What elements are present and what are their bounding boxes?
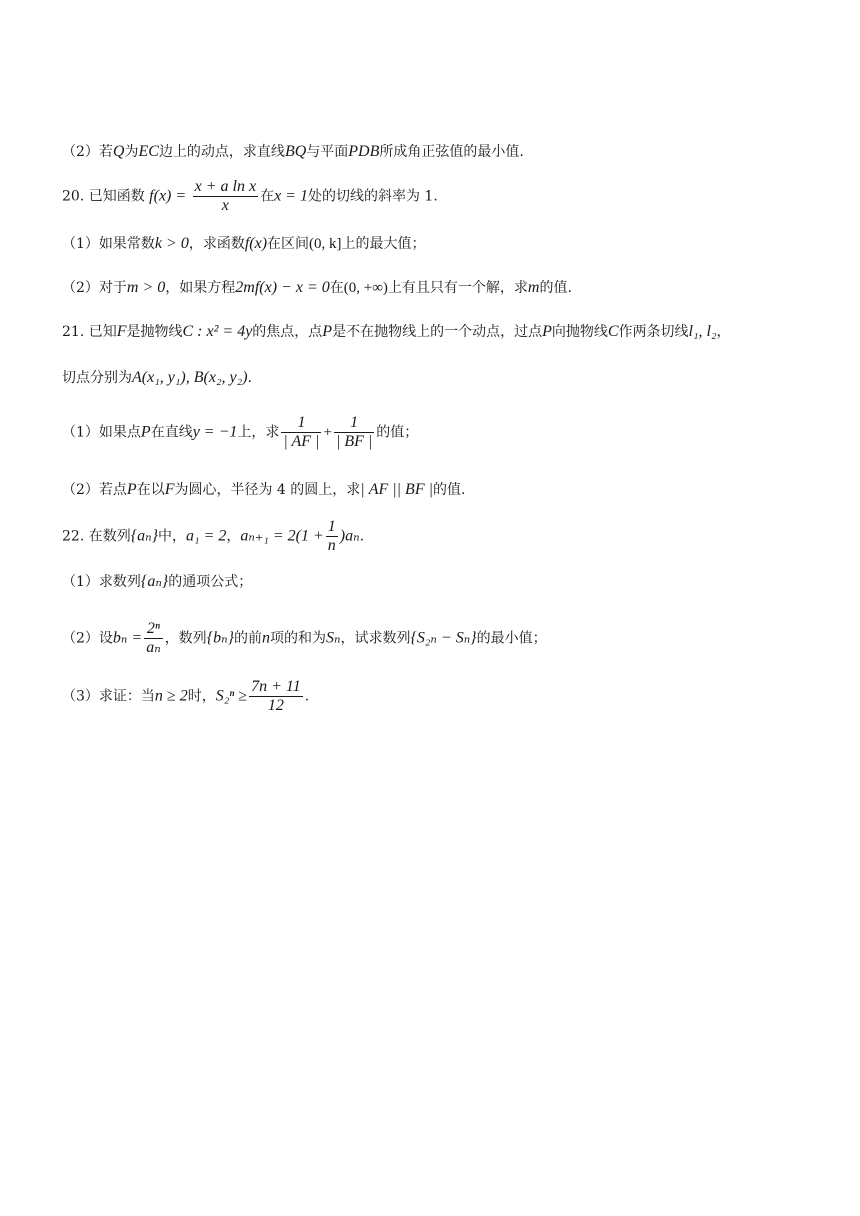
problem-22-part-3: [62, 678, 309, 715]
math: | AF || BF |: [360, 481, 433, 498]
fraction: [281, 414, 321, 451]
problem-21: [62, 322, 731, 342]
math: f(x): [244, 235, 268, 252]
math: (0, +∞): [343, 280, 388, 296]
problem-21-part-1: [62, 414, 418, 451]
math: C : x² = 4y: [182, 323, 253, 340]
math: PDB: [348, 143, 380, 160]
math: S₂ⁿ ≥: [215, 687, 248, 705]
text: 上，求: [237, 424, 280, 441]
text: 时，: [187, 688, 216, 705]
math: 2mf(x) − x = 0: [235, 279, 330, 296]
math: k > 0: [154, 235, 189, 252]
text: 与平面: [306, 144, 349, 160]
text: 的通项公式；: [168, 574, 253, 590]
problem-22-part-1: [62, 572, 252, 592]
text: 中，: [158, 528, 186, 545]
math: A(x₁, y₁), B(x₂, y₂): [132, 369, 248, 386]
problem-20-part-2: [62, 278, 572, 298]
denominator: | BF |: [335, 433, 373, 450]
numerator: 2ⁿ: [144, 620, 162, 639]
text: 22. 在数列: [62, 528, 131, 545]
text: 上的最大值；: [341, 236, 426, 252]
math: P: [140, 423, 151, 441]
text: 为圆心，半径为 4 的圆上，求: [174, 482, 361, 498]
text: ，求函数: [188, 236, 245, 252]
math: C: [607, 323, 619, 340]
text: 20. 已知函数: [62, 188, 145, 205]
text: 的值；: [376, 424, 419, 441]
denominator: n: [327, 537, 336, 554]
math: P: [322, 323, 333, 340]
text: 为: [124, 144, 139, 160]
fraction: [326, 518, 338, 555]
fraction: [249, 678, 303, 715]
problem-20-part-1: [62, 234, 426, 254]
numerator: 1: [281, 414, 321, 433]
math: x = 1: [274, 187, 308, 205]
math: aₙ₊₁ = 2(1 +: [240, 527, 324, 545]
text: ，如果方程: [165, 280, 236, 296]
math: EC: [138, 143, 159, 160]
math: F: [164, 481, 175, 498]
math: P: [542, 323, 552, 340]
text: 在以: [136, 482, 165, 498]
math: Sₙ: [325, 629, 341, 647]
math: F: [116, 323, 127, 340]
text: 是抛物线: [126, 324, 183, 340]
math: m > 0: [126, 279, 166, 296]
math: {aₙ}: [130, 527, 158, 545]
math: +: [323, 424, 332, 441]
numerator: 1: [327, 518, 336, 535]
text: ，数列: [164, 630, 207, 647]
problem-21-continued: [62, 368, 252, 388]
text: ，: [226, 528, 241, 545]
numerator: 7n + 11: [251, 678, 301, 695]
numerator: x + a ln x: [194, 178, 257, 195]
math: {aₙ}: [140, 573, 169, 590]
text: （1）如果点: [62, 424, 141, 441]
problem-19-part-2: [62, 142, 524, 162]
problem-20: [62, 178, 438, 215]
problem-22: [62, 518, 364, 555]
text: ，: [716, 324, 731, 340]
text: 的值.: [432, 482, 466, 498]
text: 在区间: [267, 236, 310, 252]
text: （2）设: [62, 630, 113, 647]
text: 边上的动点，求直线: [158, 144, 285, 160]
problem-22-part-2: [62, 620, 547, 657]
fraction: [144, 620, 162, 657]
text: 切点分别为: [62, 370, 132, 386]
math: (0, k]: [309, 236, 342, 252]
math: BQ: [284, 143, 307, 160]
text: .: [247, 370, 252, 386]
math: P: [126, 481, 137, 498]
text: 在: [329, 280, 344, 296]
text: 在直线: [150, 424, 193, 441]
text: 作两条切线: [618, 324, 689, 340]
math: {bₙ}: [206, 629, 234, 647]
text: 在: [260, 188, 275, 205]
math: l₁, l₂: [688, 323, 717, 340]
text: .: [359, 528, 365, 545]
text: （2）若: [62, 144, 113, 160]
text: 的最小值；: [476, 630, 547, 647]
text: （3）求证：当: [62, 688, 155, 705]
text: 的前: [233, 630, 262, 647]
text: 所成角正弦值的最小值.: [379, 144, 524, 160]
denominator: aₙ: [146, 639, 161, 656]
text: （2）若点: [62, 482, 127, 498]
numerator: 1: [334, 414, 374, 433]
text: .: [304, 688, 310, 705]
text: 上有且只有一个解，求: [387, 280, 528, 296]
denominator: x: [221, 197, 229, 214]
math: n: [261, 629, 270, 647]
text: ，试求数列: [340, 630, 411, 647]
text: 的值.: [539, 280, 572, 296]
math: bₙ =: [112, 629, 143, 647]
fraction: [334, 414, 374, 451]
math: )aₙ: [339, 527, 360, 545]
text: 处的切线的斜率为 1.: [307, 188, 438, 205]
math: m: [527, 279, 540, 296]
text: （2）对于: [62, 280, 127, 296]
text: 项的和为: [269, 630, 326, 647]
text: （1）求数列: [62, 574, 141, 590]
text: 的焦点，点: [252, 324, 323, 340]
math: Q: [112, 143, 125, 160]
fraction: [193, 178, 258, 215]
math: a₁ = 2: [186, 527, 227, 545]
text: 是不在抛物线上的一个动点，过点: [332, 324, 543, 340]
math: f(x) =: [149, 187, 187, 205]
denominator: 12: [267, 697, 284, 714]
denominator: | AF |: [283, 433, 320, 450]
text: （1）如果常数: [62, 236, 155, 252]
problem-21-part-2: [62, 480, 465, 500]
text: 21. 已知: [62, 324, 117, 340]
math: y = −1: [192, 423, 238, 441]
math: n ≥ 2: [154, 687, 188, 705]
math: {S₂ₙ − Sₙ}: [410, 629, 477, 647]
text: 向抛物线: [551, 324, 608, 340]
